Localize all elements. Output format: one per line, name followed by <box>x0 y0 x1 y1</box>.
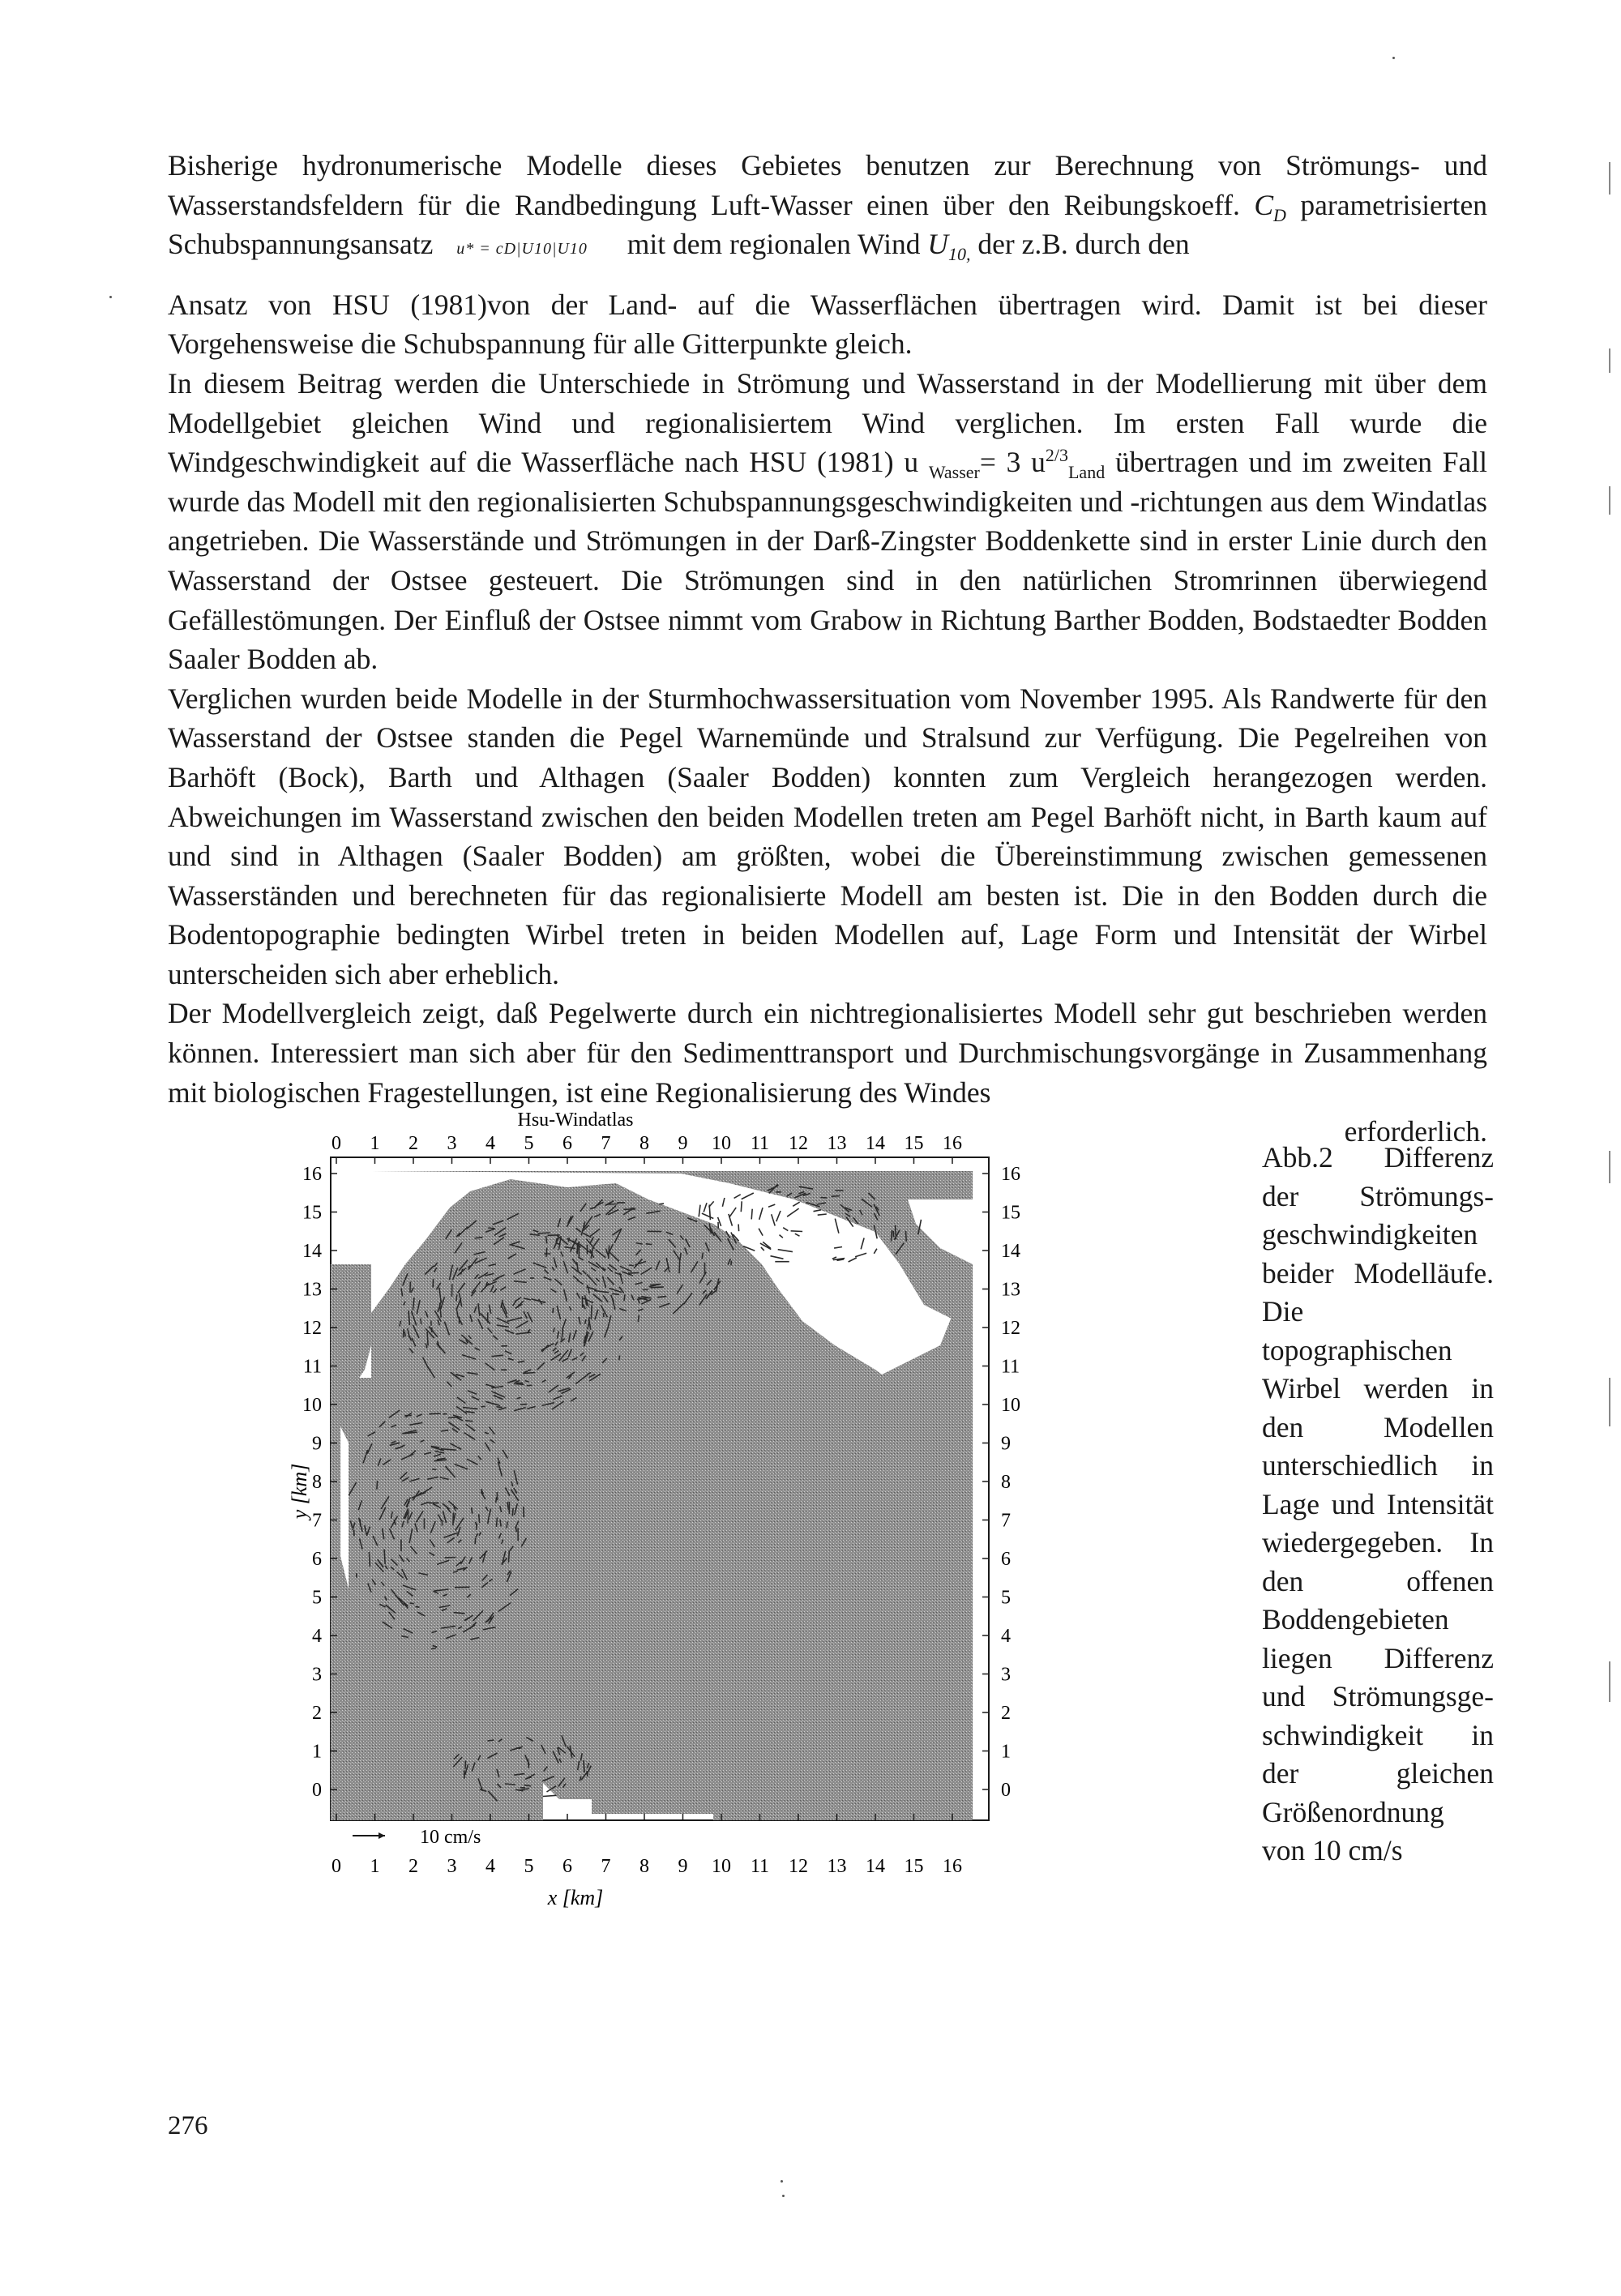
y-tick-right: 10 <box>1001 1395 1020 1416</box>
velocity-vector <box>814 1210 822 1212</box>
velocity-vector <box>512 1508 513 1516</box>
velocity-vector <box>429 1413 441 1414</box>
velocity-vector <box>771 1256 784 1259</box>
land-subscript: Land <box>1067 462 1106 483</box>
y-tick-right: 1 <box>1001 1741 1011 1763</box>
velocity-vector <box>516 1748 521 1749</box>
x-tick-top: 11 <box>750 1133 770 1154</box>
velocity-vector <box>488 1228 494 1229</box>
velocity-vector <box>496 1497 497 1503</box>
x-tick-bottom: 3 <box>447 1856 457 1877</box>
velocity-vector <box>729 1208 736 1217</box>
x-tick-top: 9 <box>678 1133 688 1154</box>
x-tick-top: 8 <box>639 1133 649 1154</box>
velocity-vector <box>795 1234 800 1236</box>
velocity-vector <box>404 1332 405 1336</box>
velocity-vector <box>496 1407 503 1408</box>
velocity-vector <box>759 1229 763 1236</box>
paragraph-5-end: erforderlich. <box>1344 1115 1487 1148</box>
velocity-vector <box>546 1247 547 1257</box>
x-tick-bottom: 7 <box>601 1856 611 1877</box>
velocity-vector <box>734 1195 741 1199</box>
velocity-vector <box>702 1213 713 1218</box>
y-tick-right: 8 <box>1001 1472 1011 1493</box>
velocity-vector <box>704 1203 707 1212</box>
x-tick-bottom: 0 <box>331 1856 341 1877</box>
paragraph-4: Verglichen wurden beide Modelle in der Sturmhochwassersituation vom November 1995. Als Randwerte für den Wasserstand der Ostsee standen die Pegel Warnemünde und Stralsund zur Verfügung. Die Pegelreihen von Barhöft (Bock), Barth und Althagen (Saaler Bodden) konnten zum Vergleich herangezogen werden. Abweichungen im Wasserstand zwischen den beiden Modellen treten am Pegel Barhöft nicht, in Barth kaum auf und sind in Althagen (Saaler Bodden) am größten, wobei die Übereinstimmung zwischen gemessenen Wasserständen und berechneten für das regionalisierte Modell am besten ist. Die in den Bodden durch die Bodentopographie bedingten Wirbel treten in beiden Modellen auf, Lage Form und Intensität der Wirbel unterscheiden sich aber erheblich. <box>168 682 1487 990</box>
x-tick-top: 12 <box>789 1133 808 1154</box>
velocity-vector <box>524 1785 532 1786</box>
x-tick-bottom: 16 <box>943 1856 962 1877</box>
scan-edge-mark <box>1609 486 1610 515</box>
velocity-vector <box>741 1201 742 1212</box>
x-tick-bottom: 1 <box>370 1856 380 1877</box>
paragraph-1 <box>168 146 1487 269</box>
paragraph-1-wind: mit dem regionalen Wind <box>627 228 921 261</box>
x-tick-bottom: 10 <box>712 1856 731 1877</box>
velocity-vector <box>509 1551 510 1563</box>
y-tick-left: 1 <box>312 1741 322 1763</box>
velocity-vector <box>638 1315 639 1322</box>
y-tick-left: 15 <box>302 1202 322 1224</box>
velocity-vector <box>751 1209 752 1220</box>
velocity-vector <box>761 1247 764 1251</box>
velocity-vector <box>543 1795 557 1796</box>
velocity-vector <box>377 1481 378 1490</box>
y-tick-left: 14 <box>302 1241 322 1262</box>
y-tick-left: 9 <box>312 1433 322 1455</box>
y-tick-left: 11 <box>302 1356 322 1378</box>
velocity-vector <box>472 1507 473 1514</box>
y-tick-right: 7 <box>1001 1510 1011 1532</box>
x-tick-top: 5 <box>524 1133 534 1154</box>
scan-speck <box>781 2180 783 2183</box>
velocity-vector <box>514 1383 524 1384</box>
y-tick-left: 3 <box>312 1664 322 1686</box>
cd-letter: C <box>1254 188 1274 221</box>
scan-speck <box>1392 57 1395 59</box>
y-tick-right: 5 <box>1001 1587 1011 1609</box>
y-tick-right: 4 <box>1001 1626 1011 1647</box>
velocity-vector <box>855 1253 866 1257</box>
velocity-vector <box>481 1406 485 1407</box>
velocity-vector <box>731 1261 732 1266</box>
formula-gap <box>168 269 1487 285</box>
scan-edge-mark <box>1609 162 1610 195</box>
x-tick-top: 10 <box>712 1133 731 1154</box>
velocity-vector <box>475 1538 476 1545</box>
x-tick-bottom: 4 <box>485 1856 495 1877</box>
hsu-equation: = 3 u <box>979 446 1046 479</box>
body-text <box>168 146 1487 1152</box>
velocity-vector <box>742 1193 754 1199</box>
y-tick-right: 9 <box>1001 1433 1011 1455</box>
u10-symbol <box>927 228 971 265</box>
velocity-vector <box>465 1421 473 1422</box>
y-tick-right: 14 <box>1001 1241 1020 1262</box>
velocity-vector <box>629 1265 634 1266</box>
velocity-vector <box>606 1204 618 1205</box>
cd-symbol <box>1254 188 1286 225</box>
x-axis-label: x [km] <box>547 1886 604 1909</box>
x-tick-bottom: 11 <box>750 1856 770 1877</box>
paragraph-3 <box>168 364 1487 679</box>
x-tick-bottom: 12 <box>789 1856 808 1877</box>
velocity-vector <box>835 1219 839 1234</box>
velocity-vector <box>410 1603 414 1604</box>
x-tick-top: 3 <box>447 1133 457 1154</box>
y-tick-right: 13 <box>1001 1279 1020 1301</box>
x-tick-bottom: 8 <box>639 1856 649 1877</box>
y-tick-left: 4 <box>312 1626 322 1647</box>
velocity-vector <box>679 1259 680 1274</box>
velocity-vector <box>553 1308 554 1313</box>
x-tick-bottom: 14 <box>866 1856 885 1877</box>
y-tick-left: 10 <box>302 1395 322 1416</box>
figure-current-difference <box>276 1102 1029 1913</box>
x-tick-top: 7 <box>601 1133 611 1154</box>
velocity-vector <box>591 1305 592 1319</box>
y-tick-right: 16 <box>1001 1164 1020 1185</box>
velocity-vector <box>874 1249 877 1254</box>
x-tick-top: 15 <box>904 1133 924 1154</box>
figure-title: Hsu-Windatlas <box>517 1110 634 1131</box>
paragraph-5: Der Modellvergleich zeigt, daß Pegelwerte durch ein nichtregionalisiertes Modell sehr gut beschrieben werden können. Interessiert man sich aber für den Sedimenttransport und Durchmischungsvorgänge in Zusammenhang mit biologischen Fragestellungen, ist eine Regionalisierung des Windes <box>168 997 1487 1109</box>
velocity-vector <box>453 1512 454 1525</box>
velocity-vector <box>646 1244 652 1245</box>
cd-subscript: D <box>1273 204 1286 225</box>
velocity-vector <box>776 1211 781 1221</box>
velocity-vector <box>650 1287 664 1288</box>
x-tick-top: 4 <box>485 1133 495 1154</box>
x-tick-top: 0 <box>331 1133 341 1154</box>
y-tick-left: 2 <box>312 1703 322 1724</box>
x-tick-bottom: 2 <box>408 1856 418 1877</box>
velocity-vector <box>891 1230 892 1242</box>
x-tick-bottom: 13 <box>827 1856 847 1877</box>
scan-edge-mark <box>1609 348 1610 373</box>
velocity-vector <box>624 1294 625 1301</box>
velocity-vector <box>759 1208 763 1220</box>
page-number: 276 <box>168 2111 208 2140</box>
y-tick-left: 12 <box>302 1318 322 1339</box>
velocity-vector <box>568 1238 569 1242</box>
velocity-vector <box>479 1514 480 1523</box>
x-tick-bottom: 6 <box>562 1856 572 1877</box>
u10-subscript: 10, <box>948 244 971 265</box>
velocity-vector <box>369 1552 370 1567</box>
velocity-vector <box>768 1204 775 1207</box>
velocity-vector <box>427 1332 428 1345</box>
y-tick-right: 2 <box>1001 1703 1011 1724</box>
scale-label: 10 cm/s <box>420 1827 481 1848</box>
y-tick-left: 7 <box>312 1510 322 1532</box>
velocity-vector <box>778 1250 793 1252</box>
velocity-vector <box>528 1759 529 1768</box>
velocity-vector <box>820 1198 827 1199</box>
velocity-vector <box>416 1606 420 1607</box>
velocity-vector <box>546 1236 547 1243</box>
scan-edge-mark <box>1609 1151 1610 1183</box>
y-tick-right: 6 <box>1001 1549 1011 1570</box>
velocity-vector <box>628 1273 639 1274</box>
velocity-vector <box>515 1527 516 1532</box>
y-tick-left: 8 <box>312 1472 322 1493</box>
paragraph-1-text: Bisherige hydronumerische Modelle dieses Gebietes benutzen zur Berechnung von Strömungs- und Wasserstandsfeldern für die Randbedingung Luft-Wasser einen über den Reibungskoeff. <box>168 149 1487 221</box>
velocity-vector <box>834 1247 842 1249</box>
x-tick-top: 1 <box>370 1133 380 1154</box>
y-tick-left: 5 <box>312 1587 322 1609</box>
velocity-vector <box>906 1231 907 1242</box>
velocity-vector <box>505 1784 515 1785</box>
velocity-vector <box>619 1356 620 1361</box>
velocity-vector <box>832 1196 840 1197</box>
x-tick-top: 13 <box>827 1133 847 1154</box>
y-tick-right: 11 <box>1001 1356 1020 1378</box>
paragraph-1-continued: parametrisierten Schubspannungsansatz <box>168 188 1488 261</box>
scan-speck <box>109 296 112 298</box>
u10-letter: U <box>927 228 949 261</box>
velocity-vector <box>791 1231 803 1232</box>
velocity-vector <box>587 1771 588 1777</box>
velocity-vector <box>538 1233 550 1234</box>
x-tick-top: 14 <box>866 1133 885 1154</box>
velocity-vector <box>432 1469 436 1470</box>
paragraph-1-end: der z.B. durch den <box>977 228 1190 261</box>
velocity-vector <box>832 1257 836 1259</box>
paragraph-3-continued: übertragen und im zweiten Fall wurde das Modell mit den regionalisierten Schubspannungsgeschwindigkeiten und -richtungen aus dem Windatlas angetrieben. Die Wasserstände und Strömungen in der Darß-Zingster Boddenkette sind in erster Linie durch den Wasserstand der Ostsee gesteuert. Die Strömungen sind in den natürlichen Stromrinnen überwiegend Gefällestömungen. Der Einfluß der Ostsee nimmt vom Grabow in Richtung Barther Bodden, Bodstaedter Bodden Saaler Bodden ab. <box>168 446 1488 676</box>
y-tick-left: 0 <box>312 1780 322 1801</box>
scan-edge-mark <box>1609 1661 1610 1702</box>
velocity-vector <box>780 1235 783 1238</box>
scan-speck <box>782 2195 785 2197</box>
y-tick-right: 0 <box>1001 1780 1011 1801</box>
top-tick-labels <box>331 1133 962 1164</box>
velocity-vector <box>772 1214 776 1225</box>
velocity-vector <box>577 1243 578 1255</box>
y-tick-left: 6 <box>312 1549 322 1570</box>
velocity-vector <box>548 1235 560 1236</box>
x-tick-top: 2 <box>408 1133 418 1154</box>
exponent: 2/3 <box>1045 445 1068 466</box>
velocity-vector <box>787 1208 799 1216</box>
velocity-vector <box>699 1205 700 1217</box>
x-tick-bottom: 9 <box>678 1856 688 1877</box>
velocity-vector <box>488 1740 494 1741</box>
velocity-vector <box>722 1198 725 1207</box>
x-tick-top: 16 <box>943 1133 962 1154</box>
velocity-vector <box>793 1202 800 1206</box>
velocity-vector <box>738 1225 739 1232</box>
velocity-vector <box>849 1258 857 1262</box>
x-tick-bottom: 5 <box>524 1856 534 1877</box>
paragraph-3-text: In diesem Beitrag werden die Unterschiede in Strömung und Wasserstand in der Modellierung mit über dem Modellgebiet gleichen Wind und regionalisiertem Wind verglichen. Im ersten Fall wurde die Windgeschwindigkeit auf die Wasserfläche nach HSU (1981) u <box>168 366 1487 479</box>
velocity-vector <box>497 1517 498 1527</box>
velocity-vector <box>456 1294 457 1301</box>
scan-edge-mark <box>1609 1378 1610 1426</box>
y-axis-label: y [km] <box>288 1463 311 1520</box>
velocity-vector <box>433 1279 434 1287</box>
velocity-vector <box>709 1204 710 1220</box>
x-tick-top: 6 <box>562 1133 572 1154</box>
velocity-vector <box>783 1228 788 1231</box>
velocity-vector <box>500 1520 501 1527</box>
y-tick-right: 3 <box>1001 1664 1011 1686</box>
x-tick-bottom: 15 <box>904 1856 924 1877</box>
paragraph-2: Ansatz von HSU (1981)von der Land- auf die Wasserflächen übertragen wird. Damit ist bei dieser Vorgehensweise die Schubspannung für alle Gitterpunkte gleich. <box>168 288 1487 361</box>
scale-arrow-head <box>379 1832 385 1839</box>
stress-formula: u* = cD|U10|U10 <box>456 240 588 259</box>
y-tick-left: 16 <box>302 1164 322 1185</box>
wasser-subscript: Wasser <box>928 462 980 483</box>
figure-caption: Abb.2 Differenz der Strömungsgeschwindigkeiten beider Modelläufe. Die topographischen Wirbel werden in den Modellen unterschiedlich in Lage und Intensität wiedergegeben. In den offenen Boddengebieten liegen Differenz und Strömungsgeschwindigkeit in der gleichen Größenordnung von 10 cm/s <box>1262 1141 1494 1866</box>
y-tick-right: 12 <box>1001 1318 1020 1339</box>
velocity-vector <box>818 1214 827 1215</box>
y-tick-left: 13 <box>302 1279 322 1301</box>
figure-svg <box>276 1102 1029 1913</box>
velocity-vector <box>861 1238 864 1250</box>
y-tick-right: 15 <box>1001 1202 1020 1224</box>
